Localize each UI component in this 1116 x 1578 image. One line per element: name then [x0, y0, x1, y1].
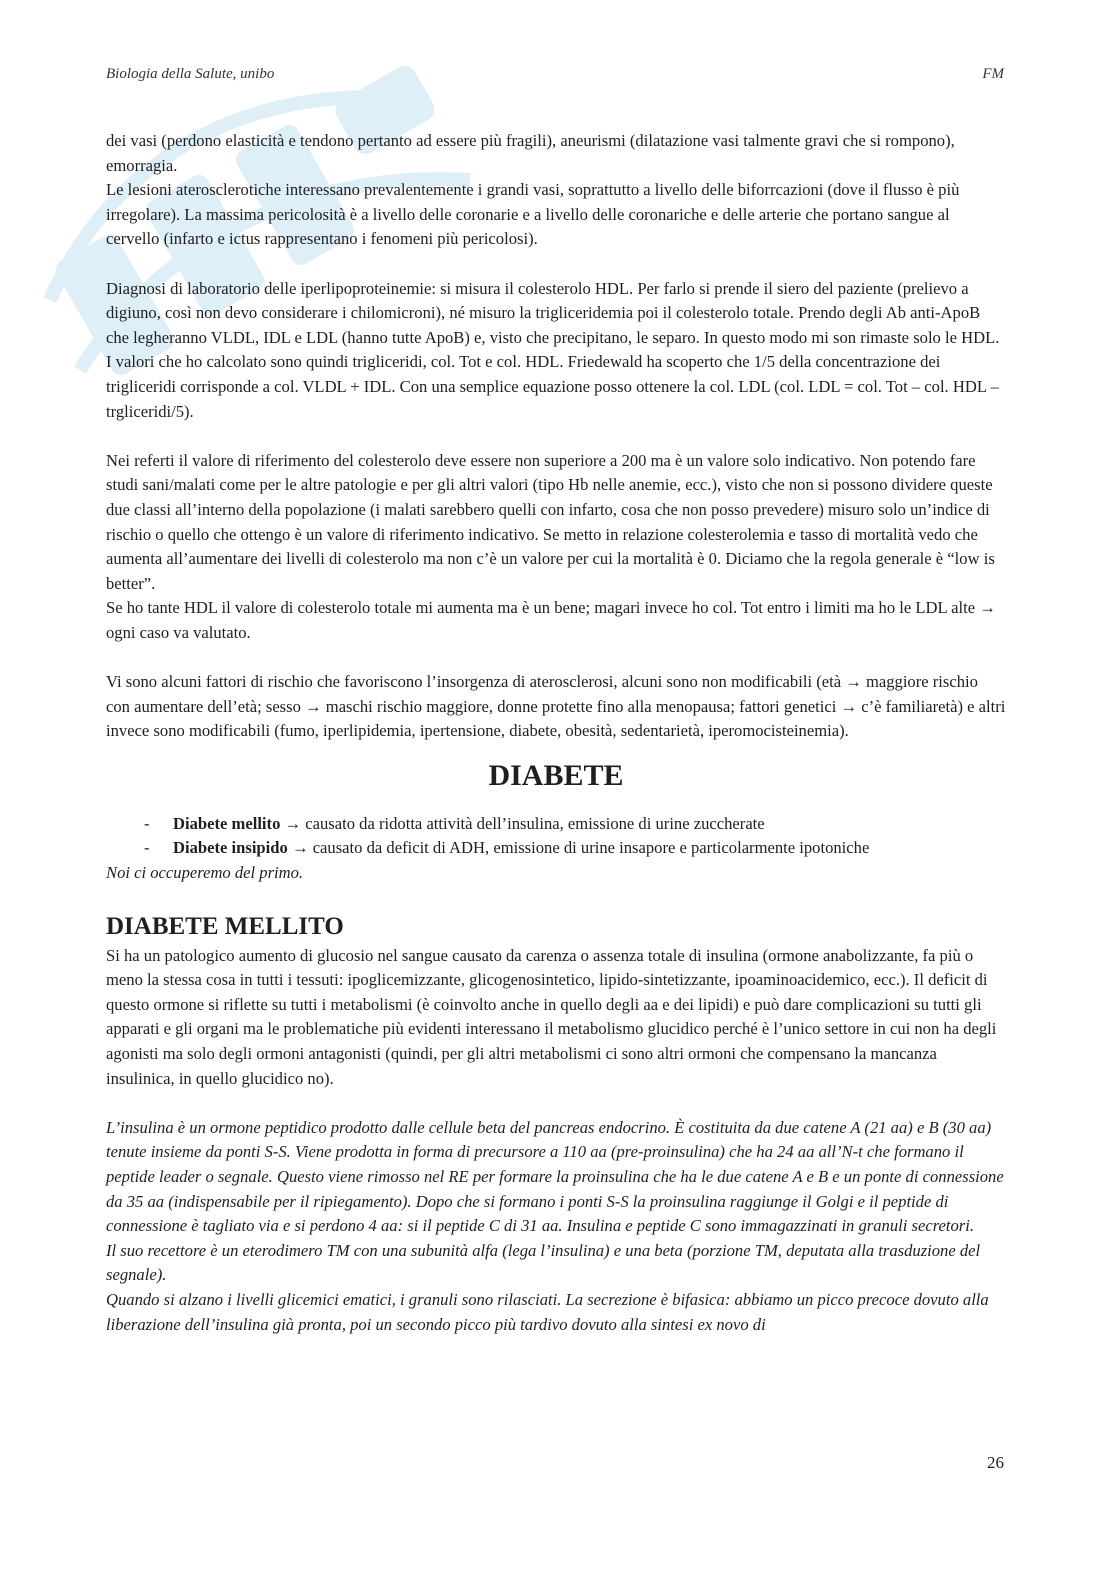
paragraph-recettore: Il suo recettore è un eterodimero TM con una subunità alfa (lega l’insulina) e una beta (porzione TM, deputata alla trasduzione del segnale).: [106, 1240, 981, 1285]
list-item: - Diabete mellito → causato da ridotta attività dell’insulina, emissione di urine zuccherate: [144, 813, 765, 833]
paragraph-fattori-rischio: Vi sono alcuni fattori di rischio che favoriscono l’insorgenza di aterosclerosi, alcuni sono non modificabili (età → maggiore rischio con aumentare dell’età; sesso → maschi rischio maggiore, donne protette fino alla menopausa; fattori genetici → c’è familiaretà) e altri invece sono modificabili (fumo, iperlipidemia, ipertensione, diabete, obesità, sedentarietà, iperomocisteinemia).: [106, 672, 1006, 741]
paragraph-referti: Nei referti il valore di riferimento del colesterolo deve essere non superiore a 200 ma è un valore solo indicativo. Non potendo fare studi sani/malati come per le altre patologie e per gli altri valori (tipo Hb nelle anemie, ecc.), visto che non si possono dividere queste due classi all’interno della popolazione (i malati sarebbero quelli con infarto, cosa che non posso prevedere) misuro solo un’indice di rischio o quello che ottengo è un valore di riferimento indicativo. Se metto in relazione colesterolemia e tasso di mortalità vedo che aumenta all’aumentare dei livelli di colesterolo ma non c’è un valore per cui la mortalità è 0. Diciamo che la regola generale è “low is better”.: [106, 450, 995, 593]
diabete-types-list: [106, 812, 1006, 861]
header-course-title: Biologia della Salute, unibo: [106, 66, 275, 82]
paragraph-secrezione: Quando si alzano i livelli glicemici ematici, i granuli sono rilasciati. La secrezione è bifasica: abbiamo un picco precoce dovuto alla liberazione dell’insulina già pronta, poi un secondo picco più tardivo dovuto alla sintesi ex novo di: [106, 1289, 989, 1334]
paragraph-diabete-mellito: Si ha un patologico aumento di glucosio nel sangue causato da carenza o assenza totale di insulina (ormone anabolizzante, fa più o meno la stessa cosa in tutti i tessuti: ipoglicemizzante, glicogenosintetico, lipido-sintetizzante, ipoaminoacidemico, ecc.). Il deficit di questo ormone si riflette su tutti i metabolismi (è coinvolto anche in quello degli aa e dei lipidi) e può dare complicazioni su tutti gli apparati e gli organi ma le problematiche più evidenti interessano il metabolismo glucidico perché è l’unico settore in cui non ha degli agonisti ma solo degli ormoni antagonisti (quindi, per gli altri metabolismi ci sono altri ormoni che compensano la mancanza insulinica, in quello glucidico no).: [106, 945, 997, 1088]
paragraph-hdl: Se ho tante HDL il valore di colesterolo totale mi aumenta ma è un bene; magari invece ho col. Tot entro i limiti ma ho le LDL alte → ogni caso va valutato.: [106, 598, 996, 642]
page-content: [106, 129, 1006, 1337]
paragraph-insulina: L’insulina è un ormone peptidico prodotto dalle cellule beta del pancreas endocrino. È costituita da due catene A (21 aa) e B (30 aa) tenute insieme da ponti S-S. Viene prodotta in forma di precursore a 110 aa (pre-proinsulina) che ha 24 aa all’N-t che formano il peptide leader o segnale. Questo viene rimosso nel RE per formare la proinsulina che ha le due catene A e B e un ponte di connessione da 35 aa (indispensabile per il ripiegamento). Dopo che si formano i ponti S-S la proinsulina raggiunge il Golgi e il peptide di connessione è tagliato via e si perdono 4 aa: si il peptide C di 31 aa. Insulina e peptide C sono immagazzinati in granuli secretori.: [106, 1117, 1004, 1236]
term-diabete-insipido: Diabete insipido: [173, 838, 288, 858]
paragraph-lesioni: Le lesioni aterosclerotiche interessano prevalentemente i grandi vasi, soprattutto a livello delle biforrcazioni (dove il flusso è più irregolare). La massima pericolosità è a livello delle coronarie e a livello delle coronariche e delle arterie che portano sangue al cervello (infarto e ictus rappresentano i fenomeni più pericolosi).: [106, 180, 960, 249]
heading-diabete-mellito: DIABETE MELLITO: [106, 912, 344, 940]
term-diabete-mellito: Diabete mellito: [173, 813, 281, 833]
note-primo: Noi ci occuperemo del primo.: [106, 863, 304, 883]
list-item: - Diabete insipido → causato da deficit di ADH, emissione di urine insapore e particolarmente ipotoniche: [144, 838, 870, 858]
page-number: 26: [987, 1453, 1004, 1472]
header-author-initials: FM: [982, 66, 1004, 82]
paragraph-vasi: dei vasi (perdono elasticità e tendono pertanto ad essere più fragili), aneurismi (dilatazione vasi talmente gravi che si rompono), emorragia.: [106, 131, 955, 175]
paragraph-diagnosi: Diagnosi di laboratorio delle iperlipoproteinemie: si misura il colesterolo HDL. Per farlo si prende il siero del paziente (prelievo a digiuno, così non devo considerare i chilomicroni), né misuro la trigliceridemia poi il colesterolo totale. Prendo degli Ab anti-ApoB che legheranno VLDL, IDL e LDL (hanno tutte ApoB) e, visto che precipitano, le separo. In questo modo mi son rimaste solo le HDL. I valori che ho calcolato sono quindi trigliceridi, col. Tot e col. HDL. Friedewald ha scoperto che 1/5 della concentrazione dei trigliceridi corrisponde a col. VLDL + IDL. Con una semplice equazione posso ottenere la col. LDL (col. LDL = col. Tot – col. HDL – trgliceridi/5).: [106, 278, 1000, 421]
heading-diabete: DIABETE: [488, 758, 624, 792]
